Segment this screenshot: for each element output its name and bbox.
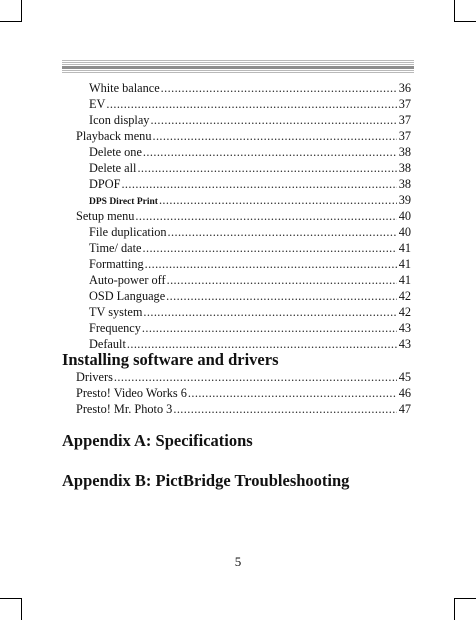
toc-row[interactable] [89,112,411,128]
toc-row[interactable] [89,288,411,304]
toc-page-number: 42 [398,305,411,319]
toc-entry-label: OSD Language [89,289,166,303]
toc-page-number: 41 [398,257,411,271]
toc-entry-label: Playback menu [76,129,152,143]
toc-page-number: 40 [398,209,411,223]
leader-dots [188,385,397,401]
leader-dots [135,208,396,224]
leader-dots [142,320,397,336]
toc-row[interactable] [89,96,411,112]
leader-dots [167,272,397,288]
toc-row[interactable] [89,240,411,256]
toc-row[interactable] [89,272,411,288]
leader-dots [143,144,397,160]
toc-row[interactable] [89,160,411,176]
toc-entry-label: Drivers [76,370,113,384]
toc-page-number: 38 [398,145,411,159]
toc-entry-label: Time/ date [89,241,142,255]
toc-row[interactable] [76,208,411,224]
toc-entry-label: Default [89,337,126,351]
toc-entry-label: Delete all [89,161,137,175]
crop-mark-top-left-v [21,0,22,22]
toc-page-number: 38 [398,177,411,191]
toc-page-number: 37 [398,97,411,111]
section-heading-installing[interactable]: Installing software and drivers [62,350,279,369]
toc-page-number: 40 [398,225,411,239]
page-number: 5 [234,554,242,569]
toc-page-number: 41 [398,241,411,255]
toc-entry-label: TV system [89,305,143,319]
leader-dots [114,369,397,385]
crop-mark-bottom-right-v [454,598,455,620]
leader-dots [159,192,397,208]
toc-row[interactable] [76,401,411,417]
toc-entry-label: Presto! Mr. Photo 3 [76,402,173,416]
crop-mark-top-left-h [0,21,22,22]
appendix-a-heading[interactable]: Appendix A: Specifications [62,431,253,450]
toc-entry-label: Delete one [89,145,142,159]
toc-page-number: 46 [398,386,411,400]
crop-mark-bottom-left-h [0,598,22,599]
toc-row[interactable] [89,192,411,208]
toc-entry-label: Frequency [89,321,141,335]
toc-row[interactable] [89,320,411,336]
toc-page-number: 37 [398,113,411,127]
toc-entry-label: Auto-power off [89,273,166,287]
toc-page-number: 45 [398,370,411,384]
toc-entry-label: EV [89,97,106,111]
toc-entry-label: Presto! Video Works 6 [76,386,187,400]
toc-entry-label: White balance [89,81,160,95]
toc-entry-label: Icon display [89,113,150,127]
leader-dots [137,160,396,176]
toc-entry-label: Formatting [89,257,144,271]
toc-row[interactable] [76,385,411,401]
leader-dots [173,401,396,417]
leader-dots [161,80,397,96]
leader-dots [168,224,397,240]
toc-page-number: 47 [398,402,411,416]
appendix-b-heading[interactable]: Appendix B: PictBridge Troubleshooting [62,471,350,490]
crop-mark-bottom-right-h [454,598,476,599]
toc-row[interactable] [89,80,411,96]
toc-page-number: 39 [398,193,411,207]
toc-row[interactable] [76,128,411,144]
toc-entry-label: DPS Direct Print [89,197,158,207]
header-decorative-band [62,60,414,74]
leader-dots [145,256,397,272]
leader-dots [152,128,396,144]
toc-row[interactable] [89,224,411,240]
leader-dots [106,96,396,112]
toc-page-number: 43 [398,321,411,335]
leader-dots [143,304,396,320]
leader-dots [121,176,396,192]
crop-mark-bottom-left-v [21,598,22,620]
toc-entry-label: Setup menu [76,209,135,223]
toc-row[interactable] [76,369,411,385]
leader-dots [143,240,397,256]
leader-dots [150,112,396,128]
leader-dots [166,288,397,304]
toc-page-number: 36 [398,81,411,95]
toc-page-number: 43 [398,337,411,351]
crop-mark-top-right-h [454,21,476,22]
toc-entry-label: File duplication [89,225,167,239]
toc-page-number: 38 [398,161,411,175]
toc-row[interactable] [89,176,411,192]
toc-page-number: 37 [398,129,411,143]
toc-row[interactable] [89,144,411,160]
toc-row[interactable] [89,304,411,320]
toc-row[interactable] [89,256,411,272]
toc-entry-label: DPOF [89,177,121,191]
toc-page-number: 42 [398,289,411,303]
crop-mark-top-right-v [454,0,455,22]
toc-page-number: 41 [398,273,411,287]
